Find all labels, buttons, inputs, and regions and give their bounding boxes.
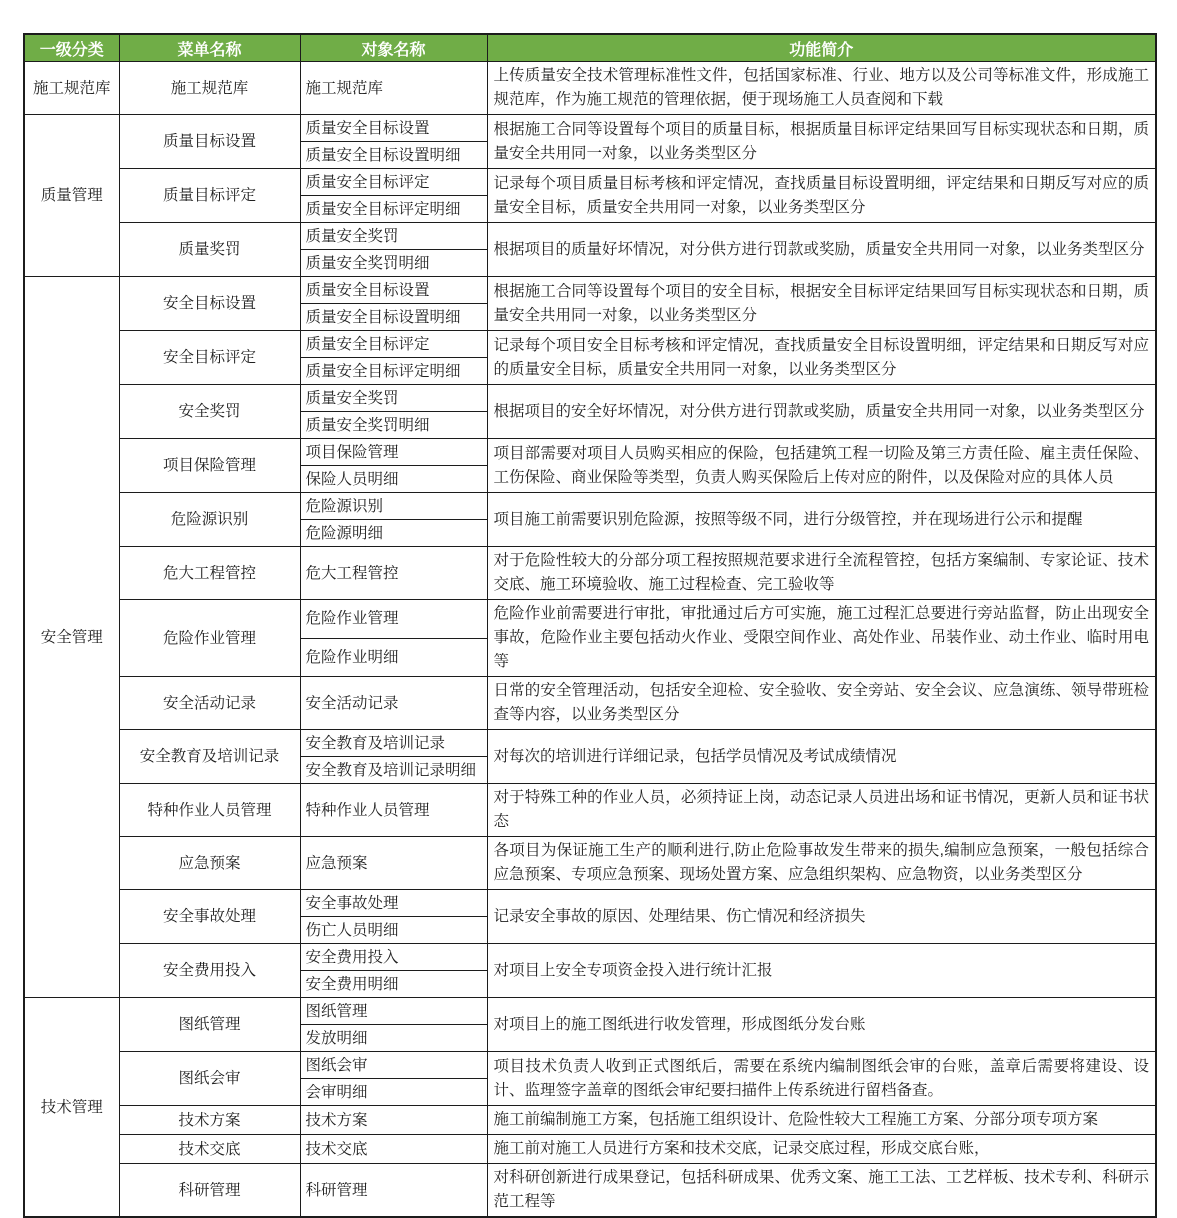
object-cell: 质量安全目标设置明细 [300, 142, 487, 169]
object-cell: 质量安全奖罚 [300, 385, 487, 412]
menu-cell: 应急预案 [119, 837, 300, 890]
table-row [24, 169, 1156, 196]
description-cell: 各项目为保证施工生产的顺利进行,防止危险事故发生带来的损失,编制应急预案，一般包括综合应急预案、专项应急预案、现场处置方案、应急组织架构、应急物资，以业务类型区分 [487, 837, 1156, 890]
description-cell: 项目部需要对项目人员购买相应的保险，包括建筑工程一切险及第三方责任险、雇主责任保险、工伤保险、商业保险等类型，负责人购买保险后上传对应的附件，以及保险对应的具体人员 [487, 439, 1156, 493]
menu-cell: 安全活动记录 [119, 677, 300, 730]
object-cell: 安全教育及培训记录 [300, 730, 487, 757]
object-cell: 图纸会审 [300, 1052, 487, 1079]
description-cell: 上传质量安全技术管理标准性文件，包括国家标准、行业、地方以及公司等标准文件，形成施工规范库，作为施工规范的管理依据，便于现场施工人员查阅和下载 [487, 62, 1156, 115]
menu-cell: 安全目标设置 [119, 277, 300, 331]
menu-cell: 安全奖罚 [119, 385, 300, 439]
menu-cell: 危险源识别 [119, 493, 300, 547]
table-row [24, 998, 1156, 1025]
object-cell: 保险人员明细 [300, 466, 487, 493]
table-row [24, 600, 1156, 639]
table-row [24, 223, 1156, 250]
object-cell: 质量安全目标评定 [300, 169, 487, 196]
table-row [24, 730, 1156, 757]
object-cell: 项目保险管理 [300, 439, 487, 466]
description-cell: 对项目上安全专项资金投入进行统计汇报 [487, 944, 1156, 998]
description-cell: 根据项目的质量好坏情况，对分供方进行罚款或奖励，质量安全共用同一对象，以业务类型区分 [487, 223, 1156, 277]
table-row [24, 115, 1156, 142]
category-cell: 技术管理 [24, 998, 119, 1218]
description-cell: 根据项目的安全好坏情况，对分供方进行罚款或奖励，质量安全共用同一对象，以业务类型区分 [487, 385, 1156, 439]
menu-function-table [23, 33, 1157, 1218]
menu-cell: 特种作业人员管理 [119, 784, 300, 837]
object-cell: 质量安全目标设置 [300, 277, 487, 304]
column-header-category: 一级分类 [24, 34, 119, 62]
object-cell: 科研管理 [300, 1164, 487, 1218]
column-header-menu: 菜单名称 [119, 34, 300, 62]
description-cell: 对科研创新进行成果登记，包括科研成果、优秀文案、施工工法、工艺样板、技术专利、科研示范工程等 [487, 1164, 1156, 1218]
table [23, 33, 1157, 1218]
object-cell: 会审明细 [300, 1079, 487, 1106]
description-cell: 记录每个项目质量目标考核和评定情况，查找质量目标设置明细，评定结果和日期反写对应的质量安全目标，质量安全共用同一对象，以业务类型区分 [487, 169, 1156, 223]
object-cell: 危险作业管理 [300, 600, 487, 639]
table-row [24, 1052, 1156, 1079]
menu-cell: 安全费用投入 [119, 944, 300, 998]
object-cell: 安全活动记录 [300, 677, 487, 730]
description-cell: 日常的安全管理活动，包括安全迎检、安全验收、安全旁站、安全会议、应急演练、领导带班检查等内容，以业务类型区分 [487, 677, 1156, 730]
table-row [24, 1164, 1156, 1218]
object-cell: 危险源识别 [300, 493, 487, 520]
description-cell: 危险作业前需要进行审批，审批通过后方可实施，施工过程汇总要进行旁站监督，防止出现安全事故，危险作业主要包括动火作业、受限空间作业、高处作业、吊装作业、动土作业、临时用电等 [487, 600, 1156, 677]
object-cell: 质量安全奖罚明细 [300, 412, 487, 439]
menu-cell: 科研管理 [119, 1164, 300, 1218]
table-body [24, 62, 1156, 1218]
header-row [24, 34, 1156, 62]
column-header-description: 功能简介 [487, 34, 1156, 62]
object-cell: 发放明细 [300, 1025, 487, 1052]
object-cell: 应急预案 [300, 837, 487, 890]
object-cell: 技术方案 [300, 1106, 487, 1135]
menu-cell: 项目保险管理 [119, 439, 300, 493]
object-cell: 特种作业人员管理 [300, 784, 487, 837]
object-cell: 安全事故处理 [300, 890, 487, 917]
table-row [24, 385, 1156, 412]
object-cell: 安全费用投入 [300, 944, 487, 971]
table-row [24, 677, 1156, 730]
description-cell: 项目技术负责人收到正式图纸后，需要在系统内编制图纸会审的台账，盖章后需要将建设、设计、监理签字盖章的图纸会审纪要扫描件上传系统进行留档备查。 [487, 1052, 1156, 1106]
object-cell: 技术交底 [300, 1135, 487, 1164]
menu-cell: 质量目标评定 [119, 169, 300, 223]
description-cell: 施工前对施工人员进行方案和技术交底，记录交底过程，形成交底台账， [487, 1135, 1156, 1164]
object-cell: 安全教育及培训记录明细 [300, 757, 487, 784]
table-row [24, 439, 1156, 466]
menu-cell: 质量奖罚 [119, 223, 300, 277]
object-cell: 危险源明细 [300, 520, 487, 547]
object-cell: 质量安全奖罚明细 [300, 250, 487, 277]
menu-cell: 危险作业管理 [119, 600, 300, 677]
menu-cell: 安全目标评定 [119, 331, 300, 385]
category-cell: 质量管理 [24, 115, 119, 277]
menu-cell: 质量目标设置 [119, 115, 300, 169]
table-row [24, 277, 1156, 304]
menu-cell: 图纸会审 [119, 1052, 300, 1106]
table-row [24, 493, 1156, 520]
table-row [24, 1135, 1156, 1164]
table-header [24, 34, 1156, 62]
table-row [24, 1106, 1156, 1135]
object-cell: 图纸管理 [300, 998, 487, 1025]
object-cell: 安全费用明细 [300, 971, 487, 998]
menu-cell: 技术交底 [119, 1135, 300, 1164]
table-row [24, 837, 1156, 890]
table-row [24, 784, 1156, 837]
object-cell: 危大工程管控 [300, 547, 487, 600]
table-row [24, 890, 1156, 917]
description-cell: 对于危险性较大的分部分项工程按照规范要求进行全流程管控，包括方案编制、专家论证、技术交底、施工环境验收、施工过程检查、完工验收等 [487, 547, 1156, 600]
object-cell: 质量安全目标设置 [300, 115, 487, 142]
table-row [24, 547, 1156, 600]
object-cell: 质量安全目标评定明细 [300, 196, 487, 223]
object-cell: 质量安全奖罚 [300, 223, 487, 250]
description-cell: 对每次的培训进行详细记录，包括学员情况及考试成绩情况 [487, 730, 1156, 784]
menu-cell: 施工规范库 [119, 62, 300, 115]
description-cell: 记录安全事故的原因、处理结果、伤亡情况和经济损失 [487, 890, 1156, 944]
description-cell: 记录每个项目安全目标考核和评定情况，查找质量安全目标设置明细，评定结果和日期反写对应的质量安全目标，质量安全共用同一对象，以业务类型区分 [487, 331, 1156, 385]
object-cell: 施工规范库 [300, 62, 487, 115]
menu-cell: 技术方案 [119, 1106, 300, 1135]
object-cell: 伤亡人员明细 [300, 917, 487, 944]
column-header-object: 对象名称 [300, 34, 487, 62]
object-cell: 质量安全目标设置明细 [300, 304, 487, 331]
object-cell: 质量安全目标评定 [300, 331, 487, 358]
description-cell: 对于特殊工种的作业人员，必须持证上岗，动态记录人员进出场和证书情况，更新人员和证书状态 [487, 784, 1156, 837]
description-cell: 根据施工合同等设置每个项目的质量目标，根据质量目标评定结果回写目标实现状态和日期，质量安全共用同一对象，以业务类型区分 [487, 115, 1156, 169]
table-row [24, 62, 1156, 115]
description-cell: 项目施工前需要识别危险源，按照等级不同，进行分级管控，并在现场进行公示和提醒 [487, 493, 1156, 547]
menu-cell: 危大工程管控 [119, 547, 300, 600]
menu-cell: 图纸管理 [119, 998, 300, 1052]
description-cell: 对项目上的施工图纸进行收发管理，形成图纸分发台账 [487, 998, 1156, 1052]
description-cell: 施工前编制施工方案，包括施工组织设计、危险性较大工程施工方案、分部分项专项方案 [487, 1106, 1156, 1135]
menu-cell: 安全事故处理 [119, 890, 300, 944]
object-cell: 危险作业明细 [300, 638, 487, 677]
table-row [24, 944, 1156, 971]
description-cell: 根据施工合同等设置每个项目的安全目标，根据安全目标评定结果回写目标实现状态和日期，质量安全共用同一对象，以业务类型区分 [487, 277, 1156, 331]
menu-cell: 安全教育及培训记录 [119, 730, 300, 784]
object-cell: 质量安全目标评定明细 [300, 358, 487, 385]
table-row [24, 331, 1156, 358]
category-cell: 安全管理 [24, 277, 119, 998]
category-cell: 施工规范库 [24, 62, 119, 115]
